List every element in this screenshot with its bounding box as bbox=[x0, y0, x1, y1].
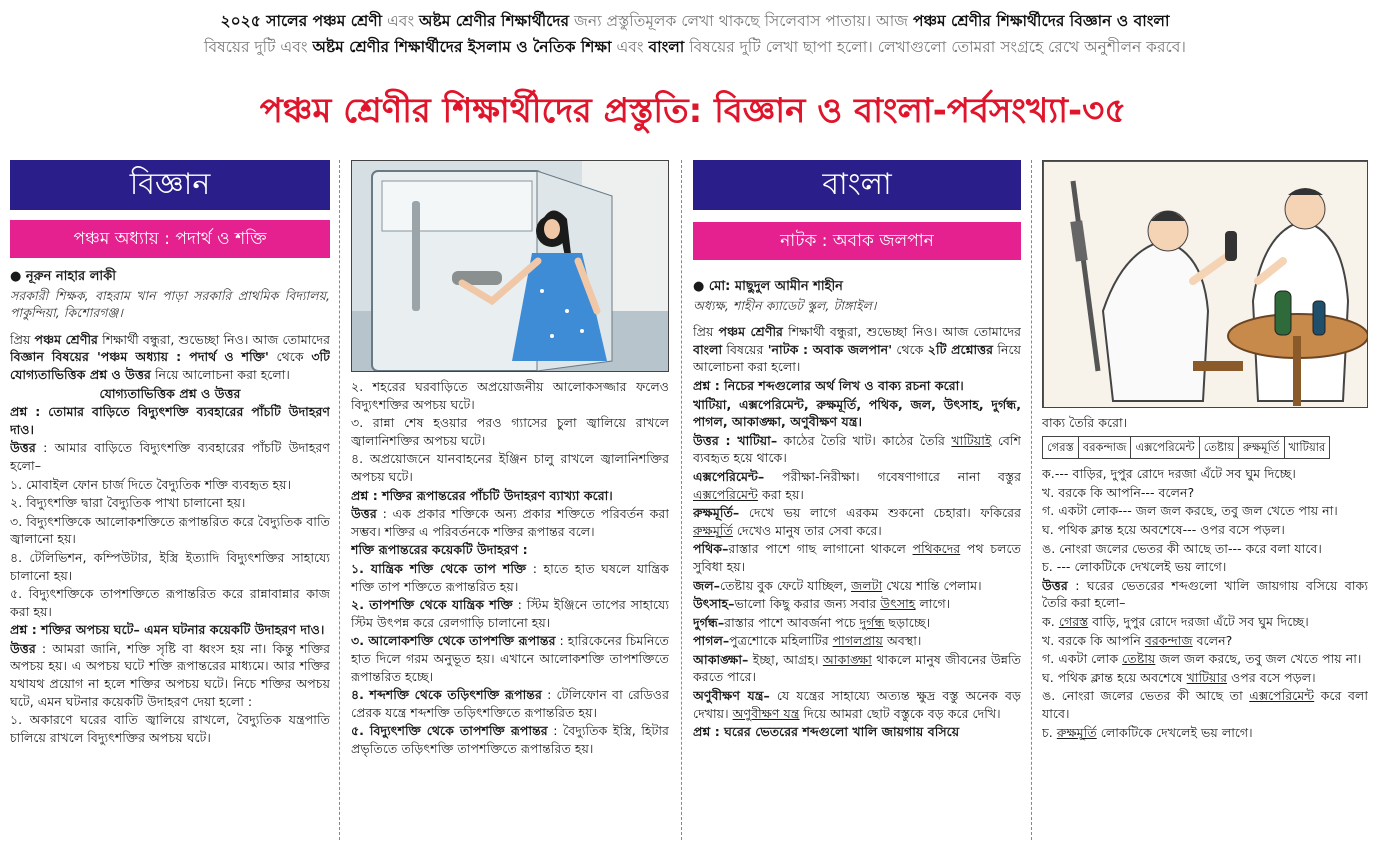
text: কাঠের তৈরি খাট। কাঠের তৈরি bbox=[777, 432, 952, 448]
text: খাটিয়া, এক্সপেরিমেন্ট, রুক্ষমূর্তি, পথিক, জল, উৎসাহ, দুর্গন্ধ, পাগল, আকাঙ্ক্ষা, অণুবীক্ষণ যন্ত্র। bbox=[693, 396, 1021, 430]
energy-example-head bbox=[351, 541, 669, 559]
text: নিয়ে আলোচনা করা হলো। bbox=[693, 341, 1021, 375]
science-question-2 bbox=[10, 621, 330, 639]
fill-blank-sentence: ক.--- বাড়ির, দুপুর রোদে দরজা এঁটে সব ঘুম দিচ্ছে। bbox=[1042, 466, 1296, 482]
word-box-cell: গেরস্ত bbox=[1043, 436, 1079, 459]
intro-paragraph bbox=[20, 8, 1370, 60]
energy-example bbox=[351, 560, 669, 595]
text: বিজ্ঞান বিষয়ের 'পঞ্চম অধ্যায় : পদার্থ ও শক্তি' bbox=[10, 349, 269, 365]
text: পথিকদের bbox=[912, 541, 961, 557]
word-meaning bbox=[693, 651, 1021, 686]
science-answer-2 bbox=[10, 640, 330, 710]
text: রুক্ষমূর্তি bbox=[693, 522, 733, 538]
text: ১. যান্ত্রিক শক্তি থেকে তাপ শক্তি bbox=[351, 560, 527, 576]
text: উত্তর bbox=[1042, 577, 1068, 593]
text: ৩টি যোগ্যতাভিত্তিক প্রশ্ন ও উত্তর bbox=[10, 349, 330, 382]
text: ২টি প্রশ্নোত্তর bbox=[927, 341, 994, 357]
text: উত্তর bbox=[10, 640, 36, 656]
list-item: ৫. বিদ্যুৎশক্তিকে তাপশক্তিতে রূপান্তরিত করে রান্নাবান্নার কাজ করা হয়। bbox=[10, 586, 330, 619]
text: অণুবীক্ষণ যন্ত্র bbox=[732, 705, 800, 721]
fill-blank-sentence: চ. --- লোকটিকে দেখলেই ভয় লাগে। bbox=[1042, 559, 1227, 575]
text: বেশি ব্যবহৃত হয়ে থাকে। bbox=[693, 432, 1021, 466]
list-item: ৪. অপ্রয়োজনে যানবাহনের ইঞ্জিন চালু রাখলে জ্বালানিশক্তির অপচয় ঘটে। bbox=[351, 451, 669, 484]
science-column bbox=[10, 160, 330, 840]
list-item: ২. বিদ্যুৎশক্তি দ্বারা বৈদ্যুতিক পাখা চালানো হয়। bbox=[10, 495, 246, 511]
bangla-chapter-title: নাটক : অবাক জলপান bbox=[693, 222, 1021, 260]
word-meaning bbox=[693, 632, 1021, 650]
intro-text: জন্য প্রস্তুতিমূলক লেখা থাকছে সিলেবাস পাতায়। আজ bbox=[569, 12, 913, 30]
text: রুক্ষমূর্তি bbox=[1056, 724, 1097, 740]
text: দেখেও মানুষ তার সেবা করে। bbox=[732, 522, 882, 538]
text: করে বলা যাবে। bbox=[1042, 688, 1368, 721]
text: পঞ্চম শ্রেণীর bbox=[34, 331, 98, 347]
science-section-title: বিজ্ঞান bbox=[10, 160, 330, 210]
page-headline: পঞ্চম শ্রেণীর শিক্ষার্থীদের প্রস্তুতি: বিজ্ঞান ও বাংলা-পর্বসংখ্যা-৩৫ bbox=[259, 91, 1127, 131]
text: অণুবীক্ষণ যন্ত্র– bbox=[693, 688, 770, 704]
text: পথিক– bbox=[693, 541, 729, 557]
intro-text: অষ্টম শ্রেণীর শিক্ষার্থীদের ইসলাম ও নৈতিক শিক্ষা bbox=[312, 38, 612, 56]
text: আকাঙ্ক্ষা– bbox=[693, 651, 749, 667]
intro-line-2 bbox=[20, 34, 1370, 60]
list-item: ১. অকারণে ঘরের বাতি জ্বালিয়ে রাখলে, বৈদ্যুতিক যন্ত্রপাতি চালিয়ে রাখলে বিদ্যুৎশক্তির অপচয় ঘটে। bbox=[10, 712, 330, 745]
text: এক্সপেরিমেন্ট bbox=[693, 486, 758, 502]
fill-blank-sentence: ঘ. পথিক ক্লান্ত হয়ে অবশেষে--- ওপর বসে পড়ল। bbox=[1042, 521, 1285, 537]
text: লাগে। bbox=[915, 596, 951, 612]
text: রাস্তার পাশে গাছ লাগানো থাকলে bbox=[728, 541, 913, 557]
energy-example bbox=[351, 632, 669, 685]
science-author-info: সরকারী শিক্ষক, বাহরাম খান পাড়া সরকারি প্রাথমিক বিদ্যালয়, পাকুন্দিয়া, কিশোরগঞ্জ। bbox=[10, 287, 330, 321]
illustration-graphic bbox=[352, 161, 669, 372]
intro-text: পঞ্চম শ্রেণীর শিক্ষার্থীদের বিজ্ঞান ও বাংলা bbox=[912, 12, 1170, 30]
list-item: ৩. বিদ্যুৎশক্তিকে আলোকশক্তিতে রূপান্তরিত করে বৈদ্যুতিক বাতি জ্বালানো হয়। bbox=[10, 513, 330, 547]
answer-sentence bbox=[1042, 687, 1368, 722]
text: : টেলিফোন বা রেডিওর প্রেরক যন্ত্রে শব্দশক্তি তড়িৎশক্তিতে রূপান্তরিত হয়। bbox=[351, 687, 669, 720]
text: বলেন? bbox=[1192, 632, 1233, 648]
word-box-cell: রুক্ষমূর্তি bbox=[1239, 436, 1284, 459]
intro-text: বিষয়ের দুটি এবং bbox=[204, 38, 313, 56]
science-answer-1 bbox=[10, 439, 330, 474]
text: বরকন্দাজ bbox=[1144, 632, 1193, 648]
text: পঞ্চম শ্রেণীর bbox=[718, 324, 783, 340]
column-divider bbox=[681, 160, 682, 840]
bangla-author-info: অধ্যক্ষ, শাহীন ক্যাডেট স্কুল, টাঙ্গাইল। bbox=[693, 297, 877, 313]
text: এক্সপেরিমেন্ট bbox=[1249, 688, 1315, 704]
intro-text: বাংলা bbox=[648, 38, 685, 56]
bangla-column-continued bbox=[1042, 160, 1368, 840]
science-question-3 bbox=[351, 487, 669, 505]
text: উত্তর : খাটিয়া– bbox=[693, 432, 778, 448]
text: করা হয়। bbox=[757, 486, 804, 502]
word-meaning bbox=[693, 432, 1021, 467]
science-section-head bbox=[10, 385, 330, 403]
text: অবস্থা। bbox=[882, 633, 922, 649]
text: যে যন্ত্রের সাহায্যে অত্যন্ত ক্ষুদ্র বস্তু অনেক বড় দেখায়। bbox=[693, 688, 1021, 721]
text: খেয়ে শান্তি পেলাম। bbox=[882, 577, 982, 593]
bangla-question-1 bbox=[693, 377, 1021, 395]
science-column-continued bbox=[351, 160, 669, 840]
text: দুর্গন্ধ bbox=[859, 614, 885, 630]
men-drinking-illustration bbox=[1042, 160, 1368, 408]
bangla-answer-2 bbox=[1042, 577, 1368, 612]
text: বাড়ি, দুপুর রোদে দরজা এঁটে সব ঘুম দিচ্ছে। bbox=[1088, 613, 1309, 629]
text: গ. একটা লোক bbox=[1042, 651, 1123, 667]
word-meaning bbox=[693, 614, 1021, 632]
list-item: ৪. টেলিভিশন, কম্পিউটার, ইস্ত্রি ইত্যাদি বিদ্যুৎশক্তির সাহায্যে চালানো হয়। bbox=[10, 549, 330, 583]
intro-text: এবং bbox=[382, 12, 420, 30]
text: খ. বরকে কি আপনি bbox=[1042, 632, 1145, 648]
text: বিষয়ের bbox=[722, 341, 768, 357]
answer-sentence bbox=[1042, 724, 1368, 742]
girl-refrigerator-illustration bbox=[351, 160, 669, 372]
text: : আমার বাড়িতে বিদ্যুৎশক্তি ব্যবহারের পাঁচটি উদাহরণ হলো– bbox=[10, 440, 330, 473]
text: নিয়ে আলোচনা করা হলো। bbox=[150, 366, 290, 382]
bangla-question-2 bbox=[693, 723, 1021, 741]
text: খাটিয়ার bbox=[1186, 669, 1228, 685]
text: এক্সপেরিমেন্ট– bbox=[693, 468, 765, 484]
text: : বৈদ্যুতিক ইস্ত্রি, হিটার প্রভৃতিতে তড়িৎশক্তি তাপশক্তিতে রূপান্তরিত হয়। bbox=[351, 723, 669, 756]
answer-sentence bbox=[1042, 669, 1368, 687]
text: উৎসাহ– bbox=[693, 596, 735, 612]
text: 'নাটক : অবাক জলপান' bbox=[767, 341, 893, 357]
text: উত্তর bbox=[351, 506, 377, 522]
text: রাস্তার পাশে আবর্জনা পচে bbox=[724, 614, 860, 630]
text: ছড়াচ্ছে। bbox=[884, 614, 931, 630]
science-question-1 bbox=[10, 403, 330, 438]
text: ঙ. নোংরা জলের ভেতর কী আছে তা bbox=[1042, 688, 1250, 704]
text: দেখে ভয় লাগে এরকম শুকনো চেহারা। ফকিরের bbox=[739, 505, 1021, 521]
text: ৫. বিদ্যুৎশক্তি থেকে তাপশক্তি রূপান্তর bbox=[351, 723, 548, 739]
text: প্রশ্ন : ঘরের ভেতরের শব্দগুলো খালি জায়গায় বসিয়ে bbox=[693, 724, 960, 740]
bangla-intro bbox=[693, 323, 1021, 376]
word-box bbox=[1042, 436, 1330, 460]
text: থেকে bbox=[268, 349, 312, 365]
text: থাকলে মানুষ জীবনের উন্নতি করতে পারে। bbox=[693, 651, 1021, 685]
fill-blank-sentence: ঙ. নোংরা জলের ভেতর কী আছে তা--- করে বলা যাবে। bbox=[1042, 540, 1322, 556]
text: পাগলপ্রায় bbox=[832, 633, 883, 649]
science-chapter-title: পঞ্চম অধ্যায় : পদার্থ ও শক্তি bbox=[10, 220, 330, 258]
text: পাগল– bbox=[693, 633, 730, 649]
bangla-word-list bbox=[693, 396, 1021, 431]
word-meaning bbox=[693, 687, 1021, 722]
intro-text: পঞ্চম শ্রেণী bbox=[312, 12, 383, 30]
word-meaning bbox=[693, 595, 1021, 613]
text: ওপর বসে পড়ল। bbox=[1227, 669, 1316, 685]
column-divider bbox=[339, 160, 340, 840]
fill-blank-sentence: খ. বরকে কি আপনি--- বলেন? bbox=[1042, 484, 1195, 500]
science-author: ● নূরুন নাহার লাকী bbox=[10, 269, 116, 284]
text: আকাঙ্ক্ষা bbox=[822, 651, 872, 667]
text: জলটা bbox=[851, 577, 883, 593]
text: ক. bbox=[1042, 613, 1059, 629]
text: : আমরা জানি, শক্তি সৃষ্টি বা ধ্বংস হয় না। কিন্তু শক্তির অপচয় হয়। এ অপচয় ঘটে শক্তি রূপান্তরের মাধ্যমে। আর শক্তির যথাযথ প্রয়োগ না হলে শক্তির অপচয় ঘটে। নিচে শক্তির অপচয় ঘটে, এমন ঘটনার কয়েকটি উদাহরণ দেয়া হলো : bbox=[10, 640, 330, 709]
text: : ঘরের ভেতরের শব্দগুলো খালি জায়গায় বসিয়ে বাক্য তৈরি করা হলো– bbox=[1042, 577, 1368, 611]
text: রুক্ষমূর্তি– bbox=[693, 505, 740, 521]
text: উৎসাহ bbox=[880, 596, 916, 612]
intro-text: বিষয়ের দুটি লেখা ছাপা হলো। লেখাগুলো তোমরা সংগ্রহে রেখে অনুশীলন করবে। bbox=[684, 38, 1186, 56]
text: পরীক্ষা-নিরীক্ষা। গবেষণাগারে নানা বস্তুর bbox=[764, 468, 1021, 484]
text: প্রশ্ন : শক্তির রূপান্তরের পাঁচটি উদাহরণ ব্যাখ্যা করো। bbox=[351, 487, 613, 503]
text: জল– bbox=[693, 577, 720, 593]
text: প্রশ্ন : নিচের শব্দগুলোর অর্থ লিখ ও বাক্য রচনা করো। bbox=[693, 377, 964, 393]
text: প্রশ্ন : শক্তির অপচয় ঘটে– এমন ঘটনার কয়েকটি উদাহরণ দাও। bbox=[10, 622, 325, 638]
answer-sentence bbox=[1042, 650, 1368, 668]
text: : এক প্রকার শক্তিকে অন্য প্রকার শক্তিতে পরিবর্তন করা সম্ভব। শক্তির এ পরিবর্তনকে শক্তির রূপান্তর বলে। bbox=[351, 506, 669, 539]
bangla-column bbox=[693, 160, 1021, 840]
word-box-cell: তেষ্টায় bbox=[1199, 436, 1238, 459]
intro-text: ২০২৫ সালের bbox=[220, 12, 313, 30]
text: প্রিয় bbox=[10, 331, 35, 347]
energy-example bbox=[351, 686, 669, 721]
fill-blank-sentence: গ. একটা লোক--- জল জল করছে, তবু জল খেতে পায় না। bbox=[1042, 503, 1338, 519]
text: জল জল করছে, তবু জল খেতে পায় না। bbox=[1155, 651, 1362, 667]
text: ভালো কিছু করার জন্য সবার bbox=[734, 596, 881, 612]
text: লোকটিকে দেখলেই ভয় লাগে। bbox=[1096, 724, 1253, 740]
text: পথ চলতে সুবিধা হয়। bbox=[693, 541, 1021, 574]
word-box-cell: বরকন্দাজ bbox=[1078, 436, 1131, 459]
text: : হাতে হাত ঘষলে যান্ত্রিক শক্তি তাপ শক্তিতে রূপান্তরিত হয়। bbox=[351, 560, 669, 594]
text: গেরস্ত bbox=[1058, 613, 1089, 629]
text: থেকে bbox=[892, 341, 928, 357]
word-box-cell: এক্সপেরিমেন্ট bbox=[1131, 436, 1199, 459]
intro-line-1 bbox=[20, 8, 1370, 34]
energy-example bbox=[351, 596, 669, 631]
word-meaning bbox=[693, 577, 1021, 595]
energy-example bbox=[351, 722, 669, 757]
text: খাটিয়াই bbox=[951, 432, 992, 448]
text: ইচ্ছা, আগ্রহ। bbox=[748, 651, 823, 667]
text: দিয়ে আমরা ছোট বস্তুকে বড় করে দেখি। bbox=[799, 705, 1001, 721]
science-intro bbox=[10, 331, 330, 384]
text: ৪. শব্দশক্তি থেকে তড়িৎশক্তি রূপান্তর bbox=[351, 687, 542, 703]
text: চ. bbox=[1042, 724, 1057, 740]
text: ২. তাপশক্তি থেকে যান্ত্রিক শক্তি bbox=[351, 597, 513, 613]
answer-sentence bbox=[1042, 613, 1368, 631]
text: তেষ্টায় bbox=[1122, 651, 1156, 667]
text: প্রশ্ন : তোমার বাড়িতে বিদ্যুৎশক্তি ব্যবহারের পাঁচটি উদাহরণ দাও। bbox=[10, 404, 330, 437]
list-item: ২. শহরের ঘরবাড়িতে অপ্রয়োজনীয় আলোকসজ্জার ফলেও বিদ্যুৎশক্তির অপচয় ঘটে। bbox=[351, 379, 669, 412]
word-meaning bbox=[693, 540, 1021, 575]
text: তেষ্টায় বুক ফেটে যাচ্ছিল, bbox=[719, 577, 852, 593]
text: : স্টিম ইঞ্জিনে তাপের সাহায্যে স্টিম উৎপন্ন করে রেলগাড়ি চালানো হয়। bbox=[351, 597, 669, 630]
science-answer-3 bbox=[351, 505, 669, 540]
word-meaning bbox=[693, 504, 1021, 539]
text: পুত্রশোকে মহিলাটির bbox=[729, 633, 833, 649]
text: প্রিয় bbox=[693, 324, 719, 340]
list-item: ৩. রান্না শেষ হওয়ার পরও গ্যাসের চুলা জ্বালিয়ে রাখলে জ্বালানিশক্তির অপচয় ঘটে। bbox=[351, 415, 669, 448]
bangla-section-title: বাংলা bbox=[693, 160, 1021, 210]
table-row bbox=[1043, 436, 1330, 459]
text: ঘ. পথিক ক্লান্ত হয়ে অবশেষে bbox=[1042, 669, 1187, 685]
text: যোগ্যতাভিত্তিক প্রশ্ন ও উত্তর bbox=[99, 385, 241, 401]
text: শিক্ষার্থী বন্ধুরা, শুভেচ্ছা নিও। আজ তোমাদের bbox=[97, 331, 330, 347]
bangla-question-2-cont: বাক্য তৈরি করো। bbox=[1042, 415, 1128, 430]
list-item: ১. মোবাইল ফোন চার্জ দিতে বৈদ্যুতিক শক্তি ব্যবহৃত হয়। bbox=[10, 476, 292, 492]
intro-text: অষ্টম শ্রেণীর শিক্ষার্থীদের bbox=[419, 12, 570, 30]
word-box-cell: খাটিয়ার bbox=[1284, 436, 1330, 459]
illustration-graphic bbox=[1043, 161, 1368, 408]
text: শক্তি রূপান্তরের কয়েকটি উদাহরণ : bbox=[351, 542, 528, 558]
text: শিক্ষার্থী বন্ধুরা, শুভেচ্ছা নিও। আজ তোমাদের bbox=[782, 324, 1021, 340]
answer-sentence bbox=[1042, 632, 1368, 650]
text: : হারিকেনের চিমনিতে হাত দিলে গরম অনুভূত হয়। এখানে আলোকশক্তি তাপশক্তিতে রূপান্তরিত হচ্ছে। bbox=[351, 633, 669, 684]
word-meaning bbox=[693, 468, 1021, 503]
text: ৩. আলোকশক্তি থেকে তাপশক্তি রূপান্তর bbox=[351, 633, 556, 649]
column-divider bbox=[1031, 160, 1032, 840]
text: বাংলা bbox=[693, 341, 723, 357]
text: উত্তর bbox=[10, 440, 36, 456]
text: দুর্গন্ধ– bbox=[693, 614, 725, 630]
intro-text: এবং bbox=[611, 38, 649, 56]
bangla-author: ● মো: মাছুদুল আমীন শাহীন bbox=[693, 279, 843, 294]
